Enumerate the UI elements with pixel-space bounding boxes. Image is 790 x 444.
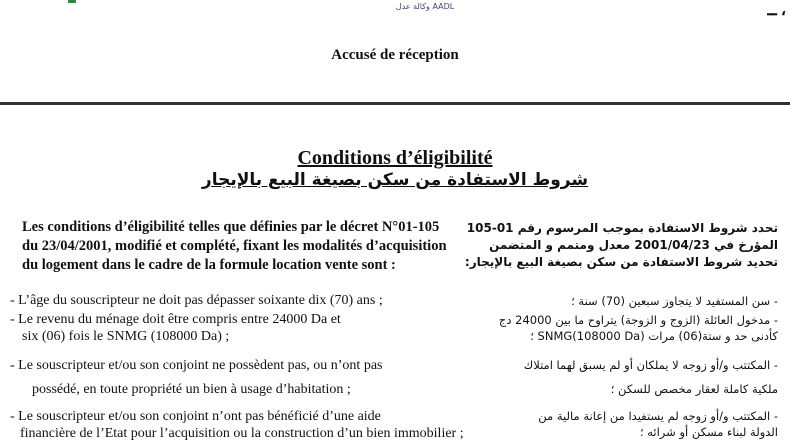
conditions-title-fr: Conditions d’éligibilité bbox=[297, 147, 493, 169]
condition-fr-line: possédé, en toute propriété un bien à usage d’habitation ; bbox=[32, 382, 351, 397]
intro-ar-line: المؤرخ في 2001/04/23 معدل ومتمم و المتضمن bbox=[489, 238, 778, 252]
header-organization-text: وكالة عدل AADL bbox=[395, 2, 455, 11]
condition-item-fr bbox=[32, 381, 502, 398]
conditions-title-ar: شروط الاستفادة من سكن بصيغة البيع بالإيجار bbox=[201, 170, 589, 190]
condition-ar-line: - سن المستفيد لا يتجاوز سبعين (70) سنة ؛ bbox=[571, 294, 778, 308]
intro-fr-line: du 23/04/2001, modifié et complété, fixant les modalités d’acquisition bbox=[22, 238, 447, 254]
condition-ar-line: - المكتتب و/أو زوجه لم يستفيدا من إعانة مالية من bbox=[538, 409, 778, 423]
condition-fr-line: financière de l’Etat pour l’acquisition ou la construction d’un bien immobilier ; bbox=[20, 426, 464, 441]
condition-item-ar bbox=[458, 312, 778, 344]
condition-ar-line: - المكتتب و/أو زوجه لا يملكان أو لم يسبق لهما امتلاك bbox=[523, 358, 778, 372]
condition-fr-line: - Le souscripteur et/ou son conjoint ne possèdent pas, ou n’ont pas bbox=[10, 358, 383, 373]
condition-item-fr bbox=[10, 408, 480, 442]
intro-paragraph-fr bbox=[22, 218, 502, 275]
page-title: Accusé de réception bbox=[331, 47, 459, 63]
condition-item-fr bbox=[10, 311, 480, 345]
condition-fr-line: - Le revenu du ménage doit être compris entre 24000 Da et bbox=[10, 312, 341, 327]
condition-ar-line: كأدنى حد و ستة(06) مرات SNMG(108000 Da) ؛ bbox=[530, 329, 778, 343]
corner-decoration bbox=[68, 0, 76, 3]
condition-item-ar bbox=[458, 357, 778, 373]
intro-ar-line: تحدد شروط الاستفادة بموجب المرسوم رقم 01-105 bbox=[466, 221, 778, 235]
intro-fr-line: du logement dans le cadre de la formule location vente sont : bbox=[22, 257, 396, 273]
condition-ar-line: - مدخول العائلة (الزوج و الزوجة) يتراوح ما بين 24000 دج bbox=[498, 313, 778, 327]
intro-ar-line: تحديد شروط الاستفادة من سكن بصيغة البيع بالإيجار: bbox=[464, 255, 778, 269]
header-corner-mark: ــ ، bbox=[767, 2, 786, 19]
intro-paragraph-ar bbox=[464, 220, 778, 271]
horizontal-divider bbox=[0, 102, 790, 105]
condition-fr-line: six (06) fois le SNMG (108000 Da) ; bbox=[22, 329, 230, 344]
intro-fr-line: Les conditions d’éligibilité telles que définies par le décret N°01-105 bbox=[22, 219, 440, 235]
condition-item-ar bbox=[458, 293, 778, 309]
condition-ar-line: الدولة لبناء مسكن أو شرائه ؛ bbox=[639, 425, 778, 439]
condition-fr-line: - Le souscripteur et/ou son conjoint n’ont pas bénéficié d’une aide bbox=[10, 409, 381, 424]
condition-fr-line: - L’âge du souscripteur ne doit pas dépasser soixante dix (70) ans ; bbox=[10, 293, 383, 308]
condition-item-ar bbox=[458, 381, 778, 397]
condition-item-fr bbox=[10, 292, 480, 309]
condition-item-ar bbox=[458, 408, 778, 440]
condition-item-fr bbox=[10, 357, 480, 374]
condition-ar-line: ملكية كاملة لعقار مخصص للسكن ؛ bbox=[610, 382, 778, 396]
